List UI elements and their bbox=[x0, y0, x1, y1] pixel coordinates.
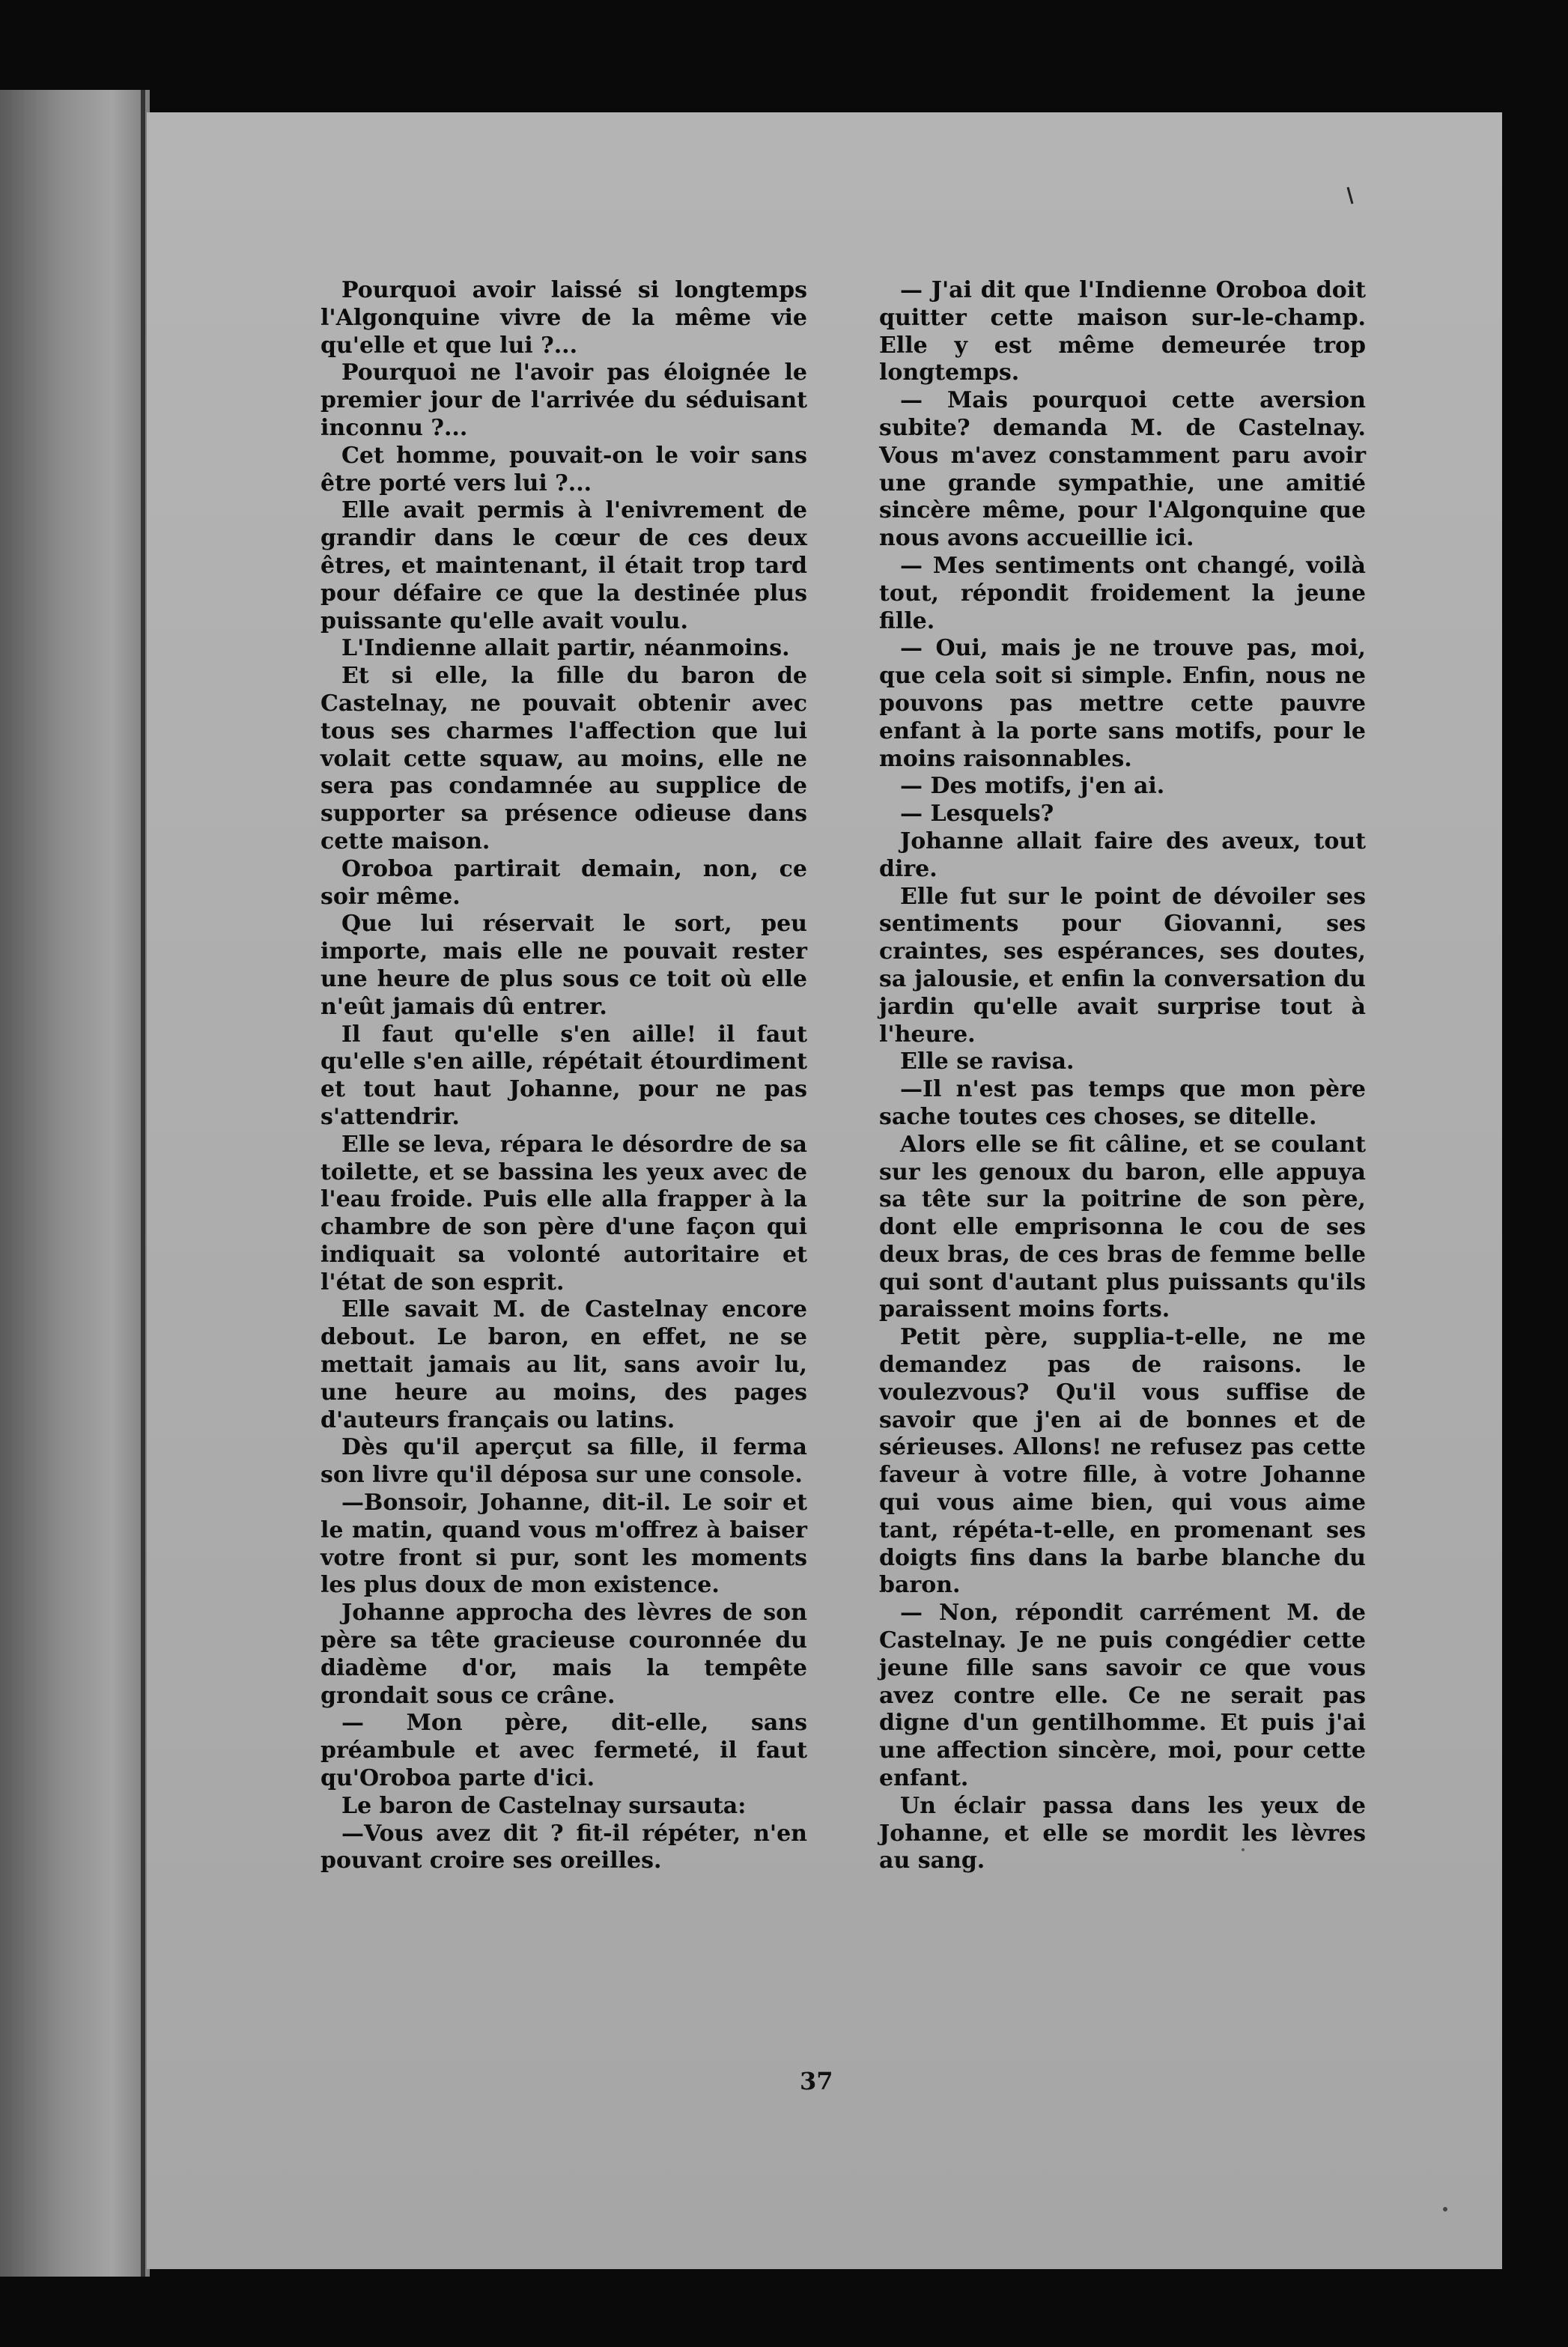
book-spine bbox=[0, 90, 150, 2277]
paragraph: — Non, répondit carrément M. de Castelnay. Je ne puis congédier cette jeune fille sans savoir ce que vous avez contre elle. Ce ne serait pas digne d'un gentilhomme. Et puis j'ai une affection sincère, moi, pour cette enfant. bbox=[879, 1600, 1366, 1792]
paragraph: — Lesquels? bbox=[900, 801, 1054, 828]
paragraph: — Mais pourquoi cette aversion subite? demanda M. de Castelnay. Vous m'avez constamment paru avoir une grande sympathie, une amitié sincère même, pour l'Algonquine que nous avons accueillie ici. bbox=[879, 387, 1366, 552]
paragraph: Elle savait M. de Castelnay encore debout. Le baron, en effet, ne se mettait jamais au lit, sans avoir lu, une heure au moins, des pages d'auteurs français ou latins. bbox=[320, 1296, 807, 1433]
paragraph: Alors elle se fit câline, et se coulant sur les genoux du baron, elle appuya sa tête sur la poitrine de son père, dont elle emprisonna le cou de ses deux bras, de ces bras de femme belle qui sont d'autant plus puissants qu'ils paraissent moins forts. bbox=[879, 1131, 1366, 1323]
gutter-line bbox=[141, 90, 145, 2277]
paragraph: Oroboa partirait demain, non, ce soir même. bbox=[320, 855, 807, 910]
paragraph: Johanne approcha des lèvres de son père sa tête gracieuse couronnée du diadème d'or, mais la tempête grondait sous ce crâne. bbox=[320, 1600, 807, 1709]
paragraph: — Oui, mais je ne trouve pas, moi, que cela soit si simple. Enfin, nous ne pouvons pas mettre cette pauvre enfant à la porte sans motifs, pour le moins raisonnables. bbox=[879, 635, 1366, 772]
paragraph: Petit père, supplia-t-elle, ne me demandez pas de raisons. le voulezvous? Qu'il vous suffise de savoir que j'en ai de bonnes et de sérieuses. Allons! ne refusez pas cette faveur à votre fille, à votre Johanne qui vous aime bien, qui vous aime tant, répéta-t-elle, en promenant ses doigts fins dans la barbe blanche du baron. bbox=[879, 1324, 1366, 1599]
paragraph: Il faut qu'elle s'en aille! il faut qu'elle s'en aille, répétait étourdiment et tout haut Johanne, pour ne pas s'attendrir. bbox=[320, 1021, 807, 1130]
paragraph: —Il n'est pas temps que mon père sache toutes ces choses, se ditelle. bbox=[879, 1076, 1366, 1130]
paragraph: Pourquoi avoir laissé si longtemps l'Algonquine vivre de la même vie qu'elle et que lui ?... bbox=[320, 277, 807, 359]
paragraph: Et si elle, la fille du baron de Castelnay, ne pouvait obtenir avec tous ses charmes l'affection que lui volait cette squaw, au moins, elle ne sera pas condamnée au supplice de supporter sa présence odieuse dans cette maison. bbox=[320, 663, 807, 854]
paragraph: — Mon père, dit-elle, sans préambule et avec fermeté, il faut qu'Oroboa parte d'ici. bbox=[320, 1710, 807, 1792]
right-text-column bbox=[879, 277, 1366, 1875]
paragraph: Elle se leva, répara le désordre de sa toilette, et se bassina les yeux avec de l'eau froide. Puis elle alla frapper à la chambre de son père d'une façon qui indiquait sa volonté autoritaire et l'état de son esprit. bbox=[320, 1131, 807, 1296]
paragraph: —Bonsoir, Johanne, dit-il. Le soir et le matin, quand vous m'offrez à baiser votre front si pur, sont les moments les plus doux de mon existence. bbox=[320, 1490, 807, 1599]
page-number: 37 bbox=[800, 2067, 833, 2095]
paragraph: — Des motifs, j'en ai. bbox=[900, 773, 1165, 800]
paragraph: Elle se ravisa. bbox=[900, 1048, 1075, 1075]
paragraph: Elle avait permis à l'enivrement de grandir dans le cœur de ces deux êtres, et maintenant, il était trop tard pour défaire ce que la destinée plus puissante qu'elle avait voulu. bbox=[320, 497, 807, 634]
paragraph: Elle fut sur le point de dévoiler ses sentiments pour Giovanni, ses craintes, ses espérances, ses doutes, sa jalousie, et enfin la conversation du jardin qu'elle avait surprise tout à l'heure. bbox=[879, 883, 1366, 1048]
paragraph: —Vous avez dit ? fit-il répéter, n'en pouvant croire ses oreilles. bbox=[320, 1820, 807, 1874]
paragraph: Un éclair passa dans les yeux de Johanne, et elle se mordit les lèvres au sang. bbox=[879, 1792, 1366, 1874]
left-text-column bbox=[320, 277, 807, 1875]
paragraph: Johanne allait faire des aveux, tout dire. bbox=[879, 828, 1366, 882]
paragraph: Dès qu'il aperçut sa fille, il ferma son livre qu'il déposa sur une console. bbox=[320, 1434, 807, 1489]
paragraph: — J'ai dit que l'Indienne Oroboa doit quitter cette maison sur-le-champ. Elle y est même demeurée trop longtemps. bbox=[879, 277, 1366, 386]
paragraph: — Mes sentiments ont changé, voilà tout, répondit froidement la jeune fille. bbox=[879, 552, 1366, 634]
paragraph: L'Indienne allait partir, néanmoins. bbox=[341, 635, 790, 662]
paragraph: Que lui réservait le sort, peu importe, mais elle ne pouvait rester une heure de plus sous ce toit où elle n'eût jamais dû entrer. bbox=[320, 911, 807, 1020]
paragraph: Le baron de Castelnay sursauta: bbox=[341, 1792, 747, 1819]
paragraph: Pourquoi ne l'avoir pas éloignée le premier jour de l'arrivée du séduisant inconnu ?... bbox=[320, 359, 807, 441]
paragraph: Cet homme, pouvait-on le voir sans être porté vers lui ?... bbox=[320, 442, 807, 497]
